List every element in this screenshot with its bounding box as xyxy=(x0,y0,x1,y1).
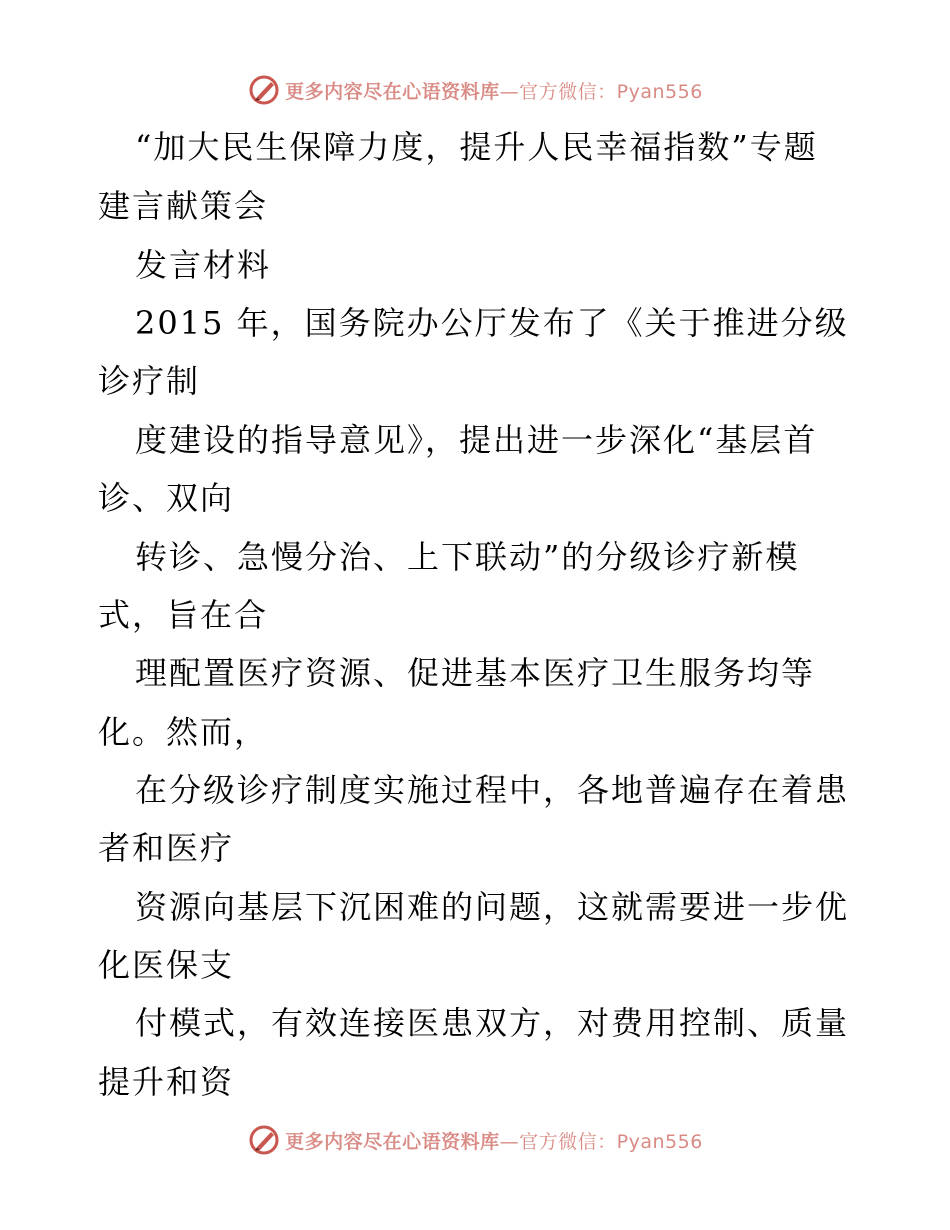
text-line: 提升和资 xyxy=(98,1063,235,1101)
text-line: 建言献策会 xyxy=(98,187,269,225)
text-line: 化。然而， xyxy=(98,713,269,751)
watermark-text: 更多内容尽在心语资料库—官方微信：Pyan556 xyxy=(285,80,703,103)
text-line: 转诊、急慢分治、上下联动”的分级诊疗新模 xyxy=(135,538,800,576)
text-line: 资源向基层下沉困难的问题，这就需要进一步优 xyxy=(135,888,850,926)
text-line: 发言材料 xyxy=(135,246,272,284)
header-watermark xyxy=(0,72,950,108)
text-line: 理配置医疗资源、促进基本医疗卫生服务均等 xyxy=(135,654,816,692)
watermark-text: 更多内容尽在心语资料库—官方微信：Pyan556 xyxy=(285,1130,703,1153)
text-line: 者和医疗 xyxy=(98,829,235,867)
text-line: “加大民生保障力度，提升人民幸福指数”专题 xyxy=(135,128,818,166)
text-line: 化医保支 xyxy=(98,946,235,984)
text-line: 付模式，有效连接医患双方，对费用控制、质量 xyxy=(135,1004,850,1042)
text-line: 式，旨在合 xyxy=(98,596,269,634)
text-line: 在分级诊疗制度实施过程中，各地普遍存在着患 xyxy=(135,771,850,809)
pen-circle-icon xyxy=(247,73,281,107)
pen-circle-icon xyxy=(247,1123,281,1157)
text-line: 2015 年，国务院办公厅发布了《关于推进分级 xyxy=(135,304,849,342)
text-line: 度建设的指导意见》，提出进一步深化“基层首 xyxy=(135,421,818,459)
text-line: 诊、双向 xyxy=(98,479,235,517)
footer-watermark xyxy=(0,1122,950,1158)
text-line: 诊疗制 xyxy=(98,362,201,400)
